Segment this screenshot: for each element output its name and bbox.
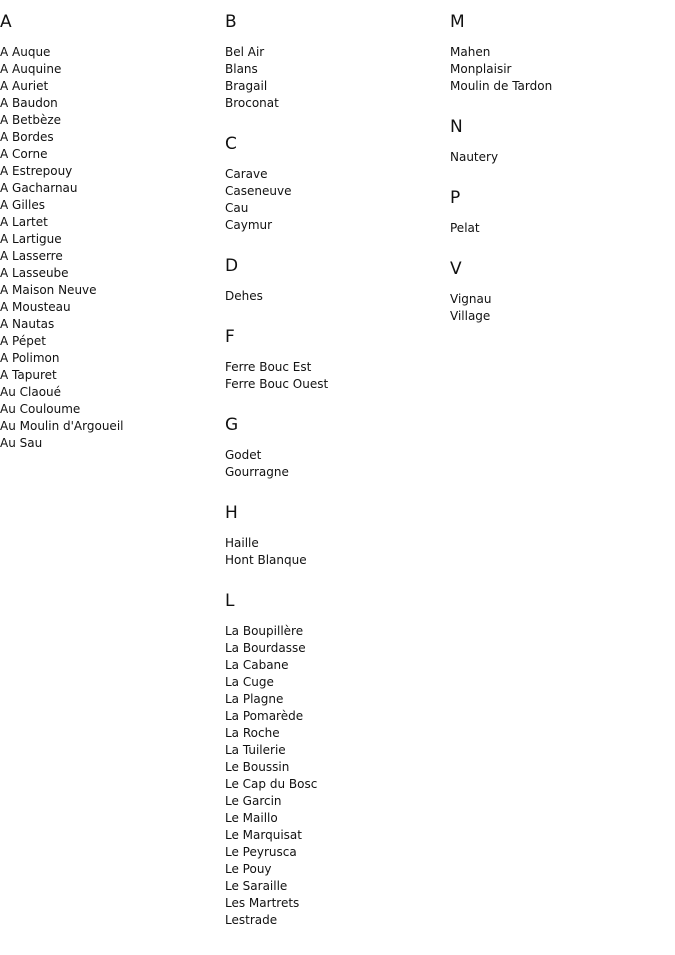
place-link[interactable]: A Auquine <box>0 62 62 76</box>
list-item[interactable] <box>0 112 225 129</box>
list-item[interactable] <box>225 725 450 742</box>
letter-heading: H <box>225 503 238 523</box>
list-item[interactable] <box>450 44 675 61</box>
place-link[interactable]: Le Marquisat <box>225 828 302 842</box>
list-item[interactable] <box>225 759 450 776</box>
list-item[interactable] <box>0 248 225 265</box>
list-item[interactable] <box>450 220 675 237</box>
list-item[interactable] <box>0 95 225 112</box>
list-item[interactable] <box>225 827 450 844</box>
list-item[interactable] <box>0 401 225 418</box>
place-link[interactable]: Hont Blanque <box>225 553 307 567</box>
place-link[interactable]: A Estrepouy <box>0 164 73 178</box>
list-item[interactable] <box>225 844 450 861</box>
place-link[interactable]: A Polimon <box>0 351 60 365</box>
letter-section-d <box>225 254 450 305</box>
place-link[interactable]: La Pomarède <box>225 709 304 723</box>
place-list <box>450 220 675 237</box>
letter-heading: L <box>225 591 235 611</box>
place-link[interactable]: Village <box>450 309 491 323</box>
place-list <box>0 44 225 452</box>
letter-heading: D <box>225 256 239 276</box>
list-item[interactable] <box>225 895 450 912</box>
place-link[interactable]: Le Maillo <box>225 811 278 825</box>
place-link[interactable]: Godet <box>225 448 262 462</box>
place-list <box>225 288 450 305</box>
place-link[interactable]: A Auriet <box>0 79 49 93</box>
list-item[interactable] <box>225 878 450 895</box>
letter-heading: V <box>450 259 462 279</box>
place-link[interactable]: Le Garcin <box>225 794 282 808</box>
letter-section-a <box>0 10 225 452</box>
place-link[interactable]: A Betbèze <box>0 113 62 127</box>
place-link[interactable]: Monplaisir <box>450 62 512 76</box>
letter-heading: P <box>450 188 461 208</box>
letter-heading: A <box>0 12 12 32</box>
list-item[interactable] <box>225 623 450 640</box>
list-item[interactable] <box>225 359 450 376</box>
place-link[interactable]: A Gilles <box>0 198 45 212</box>
place-link[interactable]: A Mousteau <box>0 300 71 314</box>
place-link[interactable]: La Bourdasse <box>225 641 306 655</box>
list-item[interactable] <box>225 183 450 200</box>
letter-heading: G <box>225 415 239 435</box>
list-item[interactable] <box>0 231 225 248</box>
list-item[interactable] <box>225 776 450 793</box>
letter-section-f <box>225 325 450 393</box>
list-item[interactable] <box>450 61 675 78</box>
letter-section-c <box>225 132 450 234</box>
list-item[interactable] <box>0 350 225 367</box>
place-link[interactable]: Bel Air <box>225 45 265 59</box>
place-list <box>225 166 450 234</box>
place-list <box>225 447 450 481</box>
list-item[interactable] <box>225 912 450 929</box>
place-link[interactable]: La Cuge <box>225 675 274 689</box>
place-link[interactable]: A Nautas <box>0 317 55 331</box>
letter-section-b <box>225 10 450 112</box>
place-link[interactable]: La Roche <box>225 726 280 740</box>
place-link[interactable]: Dehes <box>225 289 263 303</box>
list-item[interactable] <box>450 149 675 166</box>
place-link[interactable]: Le Cap du Bosc <box>225 777 318 791</box>
list-item[interactable] <box>225 61 450 78</box>
place-link[interactable]: Mahen <box>450 45 491 59</box>
index-column-3 <box>450 10 675 949</box>
place-link[interactable]: Nautery <box>450 150 499 164</box>
place-link[interactable]: La Tuilerie <box>225 743 286 757</box>
list-item[interactable] <box>0 78 225 95</box>
list-item[interactable] <box>0 333 225 350</box>
place-link[interactable]: A Lartet <box>0 215 48 229</box>
list-item[interactable] <box>0 163 225 180</box>
place-link[interactable]: Vignau <box>450 292 492 306</box>
place-link[interactable]: Au Sau <box>0 436 43 450</box>
place-link[interactable]: A Lasseube <box>0 266 69 280</box>
list-item[interactable] <box>450 291 675 308</box>
letter-section-h <box>225 501 450 569</box>
list-item[interactable] <box>225 376 450 393</box>
list-item[interactable] <box>225 861 450 878</box>
place-link[interactable]: Le Pouy <box>225 862 272 876</box>
place-link[interactable]: Pelat <box>450 221 480 235</box>
list-item[interactable] <box>225 657 450 674</box>
place-link[interactable]: Le Peyrusca <box>225 845 297 859</box>
list-item[interactable] <box>225 44 450 61</box>
place-list <box>225 359 450 393</box>
place-link[interactable]: A Corne <box>0 147 48 161</box>
letter-section-p <box>450 186 675 237</box>
letter-section-l <box>225 589 450 929</box>
list-item[interactable] <box>0 61 225 78</box>
place-link[interactable]: A Baudon <box>0 96 58 110</box>
letter-heading: N <box>450 117 463 137</box>
place-link[interactable]: Caymur <box>225 218 273 232</box>
place-link[interactable]: A Auque <box>0 45 51 59</box>
place-list <box>225 623 450 929</box>
place-link[interactable]: Blans <box>225 62 258 76</box>
place-link[interactable]: A Pépet <box>0 334 46 348</box>
place-link[interactable]: Le Boussin <box>225 760 290 774</box>
list-item[interactable] <box>225 78 450 95</box>
place-link[interactable]: Gourragne <box>225 465 289 479</box>
list-item[interactable] <box>225 464 450 481</box>
place-link[interactable]: Cau <box>225 201 249 215</box>
letter-heading: F <box>225 327 235 347</box>
place-link[interactable]: La Boupillère <box>225 624 304 638</box>
list-item[interactable] <box>0 44 225 61</box>
letter-section-v <box>450 257 675 325</box>
list-item[interactable] <box>0 299 225 316</box>
place-link[interactable]: A Lartigue <box>0 232 62 246</box>
list-item[interactable] <box>225 674 450 691</box>
place-list <box>450 149 675 166</box>
list-item[interactable] <box>0 282 225 299</box>
list-item[interactable] <box>450 78 675 95</box>
list-item[interactable] <box>225 708 450 725</box>
place-link[interactable]: Au Moulin d'Argoueil <box>0 419 124 433</box>
place-link[interactable]: La Plagne <box>225 692 284 706</box>
place-list <box>450 291 675 325</box>
list-item[interactable] <box>225 447 450 464</box>
place-link[interactable]: Ferre Bouc Est <box>225 360 312 374</box>
place-link[interactable]: A Maison Neuve <box>0 283 97 297</box>
list-item[interactable] <box>225 166 450 183</box>
place-link[interactable]: Bragail <box>225 79 268 93</box>
list-item[interactable] <box>225 552 450 569</box>
place-link[interactable]: Les Martrets <box>225 896 300 910</box>
letter-heading: B <box>225 12 237 32</box>
letter-section-g <box>225 413 450 481</box>
letter-heading: C <box>225 134 237 154</box>
list-item[interactable] <box>450 308 675 325</box>
letter-section-n <box>450 115 675 166</box>
place-link[interactable]: Caseneuve <box>225 184 292 198</box>
list-item[interactable] <box>225 640 450 657</box>
place-link[interactable]: Lestrade <box>225 913 278 927</box>
place-link[interactable]: Au Claoué <box>0 385 62 399</box>
place-link[interactable]: A Bordes <box>0 130 54 144</box>
place-link[interactable]: Au Couloume <box>0 402 81 416</box>
place-list <box>225 535 450 569</box>
place-link[interactable]: Broconat <box>225 96 279 110</box>
alphabetical-index <box>0 10 675 949</box>
list-item[interactable] <box>0 418 225 435</box>
place-link[interactable]: Carave <box>225 167 268 181</box>
list-item[interactable] <box>225 535 450 552</box>
list-item[interactable] <box>225 742 450 759</box>
index-column-2 <box>225 10 450 949</box>
list-item[interactable] <box>0 384 225 401</box>
index-column-1 <box>0 10 225 949</box>
letter-heading: M <box>450 12 465 32</box>
list-item[interactable] <box>225 810 450 827</box>
place-link[interactable]: Ferre Bouc Ouest <box>225 377 329 391</box>
place-link[interactable]: Haille <box>225 536 259 550</box>
list-item[interactable] <box>0 367 225 384</box>
list-item[interactable] <box>0 180 225 197</box>
place-link[interactable]: A Tapuret <box>0 368 57 382</box>
place-link[interactable]: A Lasserre <box>0 249 63 263</box>
place-link[interactable]: Le Saraille <box>225 879 288 893</box>
list-item[interactable] <box>0 214 225 231</box>
list-item[interactable] <box>0 265 225 282</box>
list-item[interactable] <box>225 288 450 305</box>
place-list <box>225 44 450 112</box>
list-item[interactable] <box>225 793 450 810</box>
list-item[interactable] <box>0 197 225 214</box>
place-link[interactable]: A Gacharnau <box>0 181 78 195</box>
list-item[interactable] <box>225 217 450 234</box>
place-link[interactable]: Moulin de Tardon <box>450 79 553 93</box>
place-list <box>450 44 675 95</box>
list-item[interactable] <box>225 200 450 217</box>
place-link[interactable]: La Cabane <box>225 658 289 672</box>
list-item[interactable] <box>0 146 225 163</box>
list-item[interactable] <box>0 129 225 146</box>
list-item[interactable] <box>225 95 450 112</box>
list-item[interactable] <box>0 316 225 333</box>
list-item[interactable] <box>0 435 225 452</box>
list-item[interactable] <box>225 691 450 708</box>
letter-section-m <box>450 10 675 95</box>
